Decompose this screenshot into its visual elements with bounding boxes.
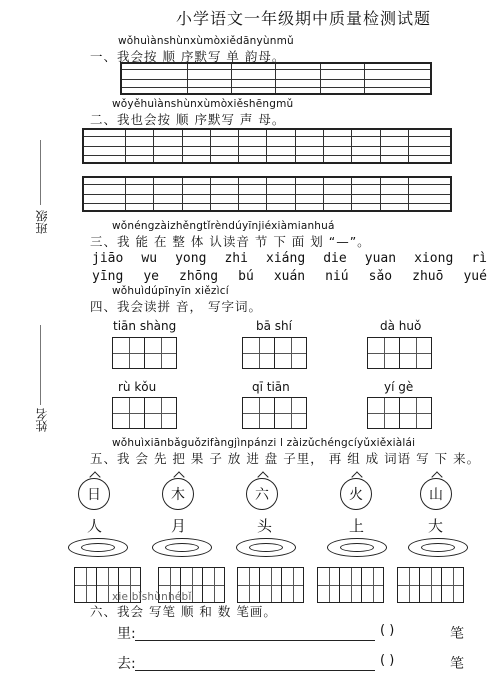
word-pinyin-2: bā shí: [256, 319, 292, 333]
stroke-unit-2: 笔: [450, 656, 464, 672]
syllable[interactable]: zhuō: [412, 269, 444, 284]
s5-heading: 五、我 会 先 把 果 子 放 进 盘 子里， 再 组 成 词语 写 下 来。: [90, 451, 481, 466]
syllable[interactable]: sǎo: [368, 269, 393, 284]
plate-char-4: 上: [349, 517, 365, 535]
fruit-5[interactable]: 山: [420, 478, 452, 510]
syllable[interactable]: jiāo: [92, 251, 124, 266]
plate-char-3: 头: [257, 517, 273, 535]
s2-writing-grid-2[interactable]: [82, 176, 452, 212]
syllable[interactable]: zhōng: [179, 269, 219, 284]
word-pinyin-4: rù kǒu: [118, 380, 157, 394]
s3-heading: 三、我 能 在 整 体 认读音 节 下 面 划 “—”。: [90, 234, 371, 249]
fruit-3[interactable]: 六: [246, 478, 278, 510]
word-box-4[interactable]: [317, 567, 384, 603]
fruit-1[interactable]: 日: [78, 478, 110, 510]
word-pinyin-5: qī tiān: [252, 380, 290, 394]
s2-heading: 二、我也会按 顺 序默写 声 母。: [90, 112, 286, 127]
writing-box-5[interactable]: [242, 397, 307, 429]
name-line: [40, 325, 41, 405]
plate-4[interactable]: [327, 538, 387, 557]
word-pinyin-3: dà huǒ: [380, 319, 422, 333]
syllable[interactable]: wu: [141, 251, 158, 266]
s4-heading: 四、我会读拼 音， 写字词。: [90, 299, 262, 314]
syllable[interactable]: rì: [471, 251, 487, 266]
stroke-answer-line-1[interactable]: [135, 640, 375, 641]
s6-heading: 六、我会 写笔 顺 和 数 笔画。: [90, 604, 277, 619]
class-label: 班级: [35, 210, 49, 234]
plate-char-5: 大: [428, 517, 444, 535]
writing-box-3[interactable]: [367, 337, 432, 369]
s2-pinyin: wǒyěhuìànshùnxùmòxiěshēngmǔ: [112, 98, 294, 110]
plate-char-1: 人: [87, 517, 103, 535]
page-title: 小学语文一年级期中质量检测试题: [176, 9, 432, 28]
s4-pinyin: wǒhuìdúpīnyīn xiězìcí: [112, 285, 229, 297]
s3-pinyin: wǒnéngzàizhěngtǐrèndúyīnjiéxiàmianhuá: [112, 220, 335, 232]
stroke-unit-1: 笔: [450, 626, 464, 642]
word-box-5[interactable]: [397, 567, 464, 603]
syllable[interactable]: xiáng: [266, 251, 306, 266]
s3-syllable-row-2: [92, 269, 487, 284]
stroke-count-paren-2[interactable]: ( ): [380, 653, 395, 668]
s6-pinyin: xie bǐshùnhébǐ: [112, 591, 192, 603]
writing-box-2[interactable]: [242, 337, 307, 369]
syllable[interactable]: yīng: [92, 269, 124, 284]
writing-box-6[interactable]: [367, 397, 432, 429]
word-pinyin-6: yí gè: [384, 380, 414, 394]
syllable[interactable]: yong: [175, 251, 207, 266]
stroke-char-1: 里:: [117, 626, 136, 642]
s2-writing-grid-1[interactable]: [82, 128, 452, 164]
syllable[interactable]: ye: [143, 269, 159, 284]
plate-3[interactable]: [236, 538, 296, 557]
fruit-4[interactable]: 火: [340, 478, 372, 510]
s1-writing-grid[interactable]: [120, 62, 432, 95]
word-pinyin-1: tiān shàng: [113, 319, 177, 333]
syllable[interactable]: die: [323, 251, 347, 266]
s3-syllable-row-1: [92, 251, 487, 266]
s1-heading: 一、我会按 顺 序默写 单 韵母。: [90, 49, 286, 64]
syllable[interactable]: yuan: [364, 251, 397, 266]
stroke-count-paren-1[interactable]: ( ): [380, 623, 395, 638]
syllable[interactable]: niú: [325, 269, 349, 284]
plate-5[interactable]: [408, 538, 468, 557]
plate-2[interactable]: [152, 538, 212, 557]
s1-pinyin: wǒhuìànshùnxùmòxiědānyùnmǔ: [118, 35, 294, 47]
writing-box-1[interactable]: [112, 337, 177, 369]
plate-char-2: 月: [171, 517, 187, 535]
syllable[interactable]: zhi: [224, 251, 248, 266]
fruit-2[interactable]: 木: [162, 478, 194, 510]
syllable[interactable]: xiong: [414, 251, 454, 266]
syllable[interactable]: bú: [238, 269, 254, 284]
writing-box-4[interactable]: [112, 397, 177, 429]
s5-pinyin: wǒhuìxiānbǎguǒzifàngjìnpánzi l zàizǔchéngcíyǔxiěxiàlái: [112, 437, 416, 449]
stroke-char-2: 去:: [117, 656, 136, 672]
name-label: 姓名: [35, 408, 49, 432]
class-line: [40, 140, 41, 205]
word-box-3[interactable]: [237, 567, 304, 603]
plate-1[interactable]: [68, 538, 128, 557]
syllable[interactable]: xuán: [273, 269, 306, 284]
syllable[interactable]: yué: [463, 269, 487, 284]
stroke-answer-line-2[interactable]: [135, 670, 375, 671]
